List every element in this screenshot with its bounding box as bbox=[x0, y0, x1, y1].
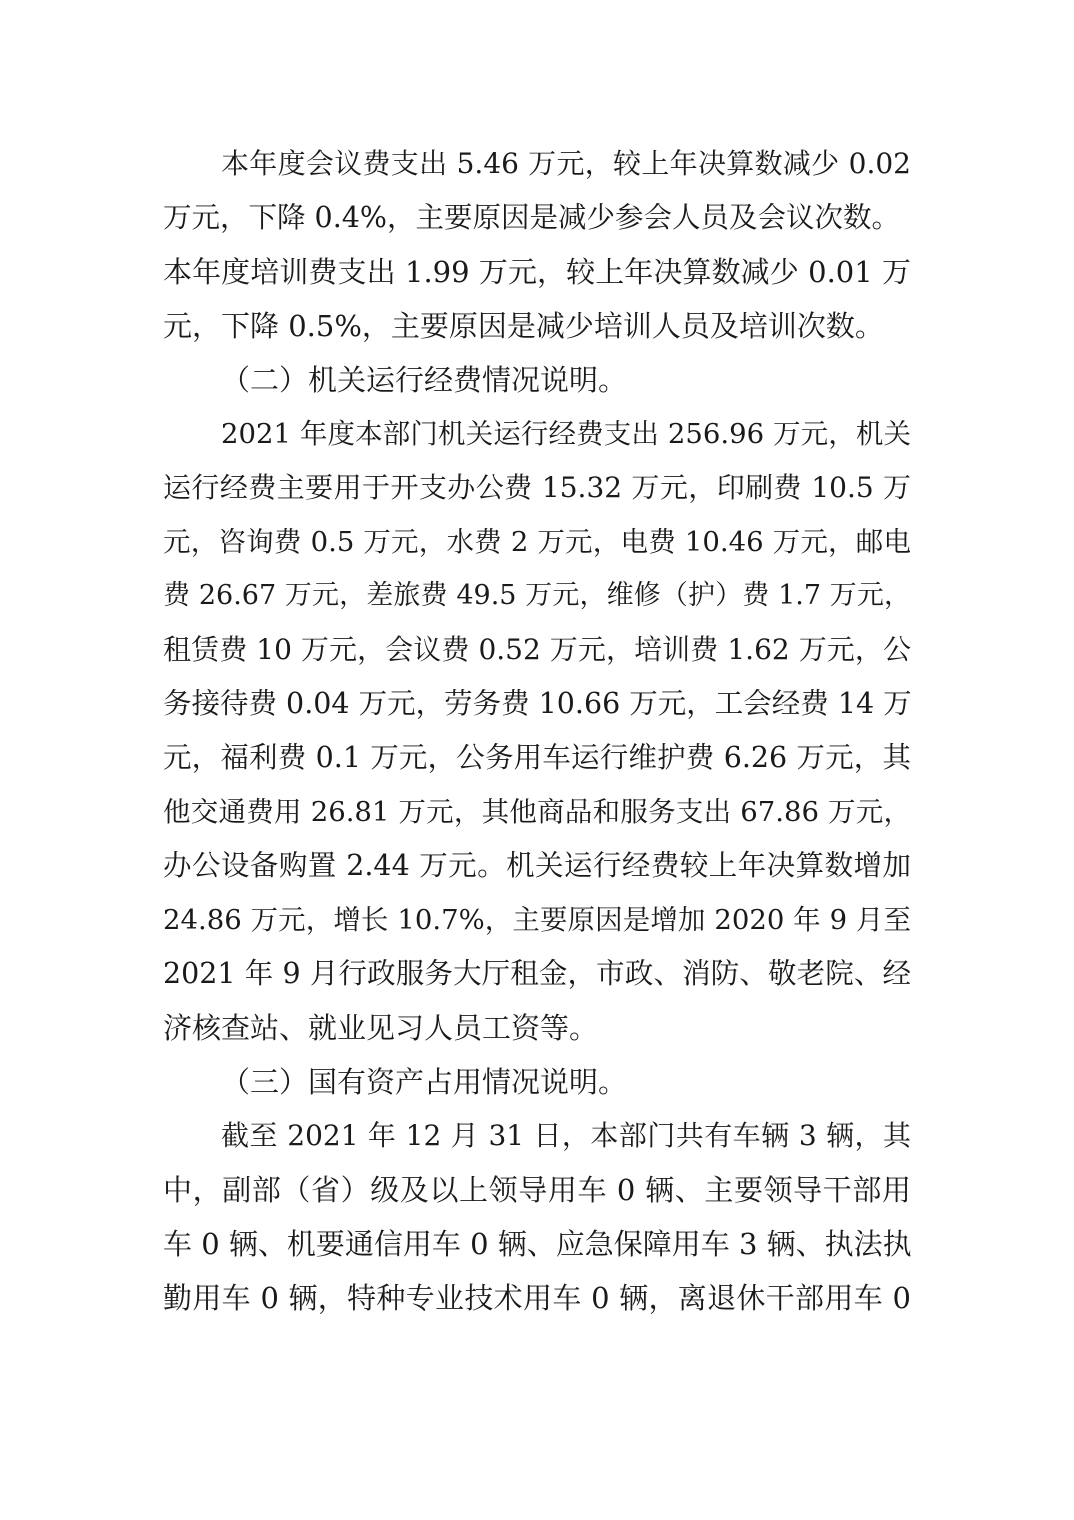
text-line: 济核查站、就业见习人员工资等。 bbox=[163, 1011, 599, 1045]
text-line: 务接待费 0.04 万元，劳务费 10.66 万元，工会经费 14 万 bbox=[163, 687, 912, 720]
text-line: 元，咨询费 0.5 万元，水费 2 万元，电费 10.46 万元，邮电 bbox=[163, 526, 911, 558]
section-heading: （二）机关运行经费情况说明。 bbox=[221, 363, 628, 397]
text-line: 他交通费用 26.81 万元，其他商品和服务支出 67.86 万元， bbox=[163, 796, 911, 828]
section-heading: （三）国有资产占用情况说明。 bbox=[221, 1065, 628, 1099]
text-line: 本年度会议费支出 5.46 万元，较上年决算数减少 0.02 bbox=[221, 147, 911, 180]
text-line: 元，下降 0.5%，主要原因是减少培训人员及培训次数。 bbox=[163, 309, 884, 343]
text-line: 本年度培训费支出 1.99 万元，较上年决算数减少 0.01 万 bbox=[163, 255, 911, 289]
text-line: 2021 年度本部门机关运行经费支出 256.96 万元，机关 bbox=[221, 418, 911, 450]
text-line: 租赁费 10 万元，会议费 0.52 万元，培训费 1.62 万元，公 bbox=[163, 633, 911, 666]
text-line: 24.86 万元，增长 10.7%，主要原因是增加 2020 年 9 月至 bbox=[163, 904, 911, 936]
text-line: 车 0 辆、机要通信用车 0 辆、应急保障用车 3 辆、执法执 bbox=[163, 1227, 912, 1261]
text-line: 运行经费主要用于开支办公费 15.32 万元，印刷费 10.5 万 bbox=[163, 471, 911, 504]
text-line: 截至 2021 年 12 月 31 日，本部门共有车辆 3 辆，其 bbox=[221, 1119, 911, 1152]
text-line: 费 26.67 万元，差旅费 49.5 万元，维修（护）费 1.7 万元， bbox=[163, 580, 911, 611]
text-line: 办公设备购置 2.44 万元。机关运行经费较上年决算数增加 bbox=[163, 849, 911, 882]
text-line: 万元，下降 0.4%，主要原因是减少参会人员及会议次数。 bbox=[163, 201, 900, 234]
text-line: 中，副部（省）级及以上领导用车 0 辆、主要领导干部用 bbox=[163, 1173, 911, 1207]
text-line: 元，福利费 0.1 万元，公务用车运行维护费 6.26 万元，其 bbox=[163, 741, 911, 774]
text-line: 勤用车 0 辆，特种专业技术用车 0 辆，离退休干部用车 0 bbox=[163, 1281, 911, 1315]
text-line: 2021 年 9 月行政服务大厅租金，市政、消防、敬老院、经 bbox=[163, 957, 911, 990]
